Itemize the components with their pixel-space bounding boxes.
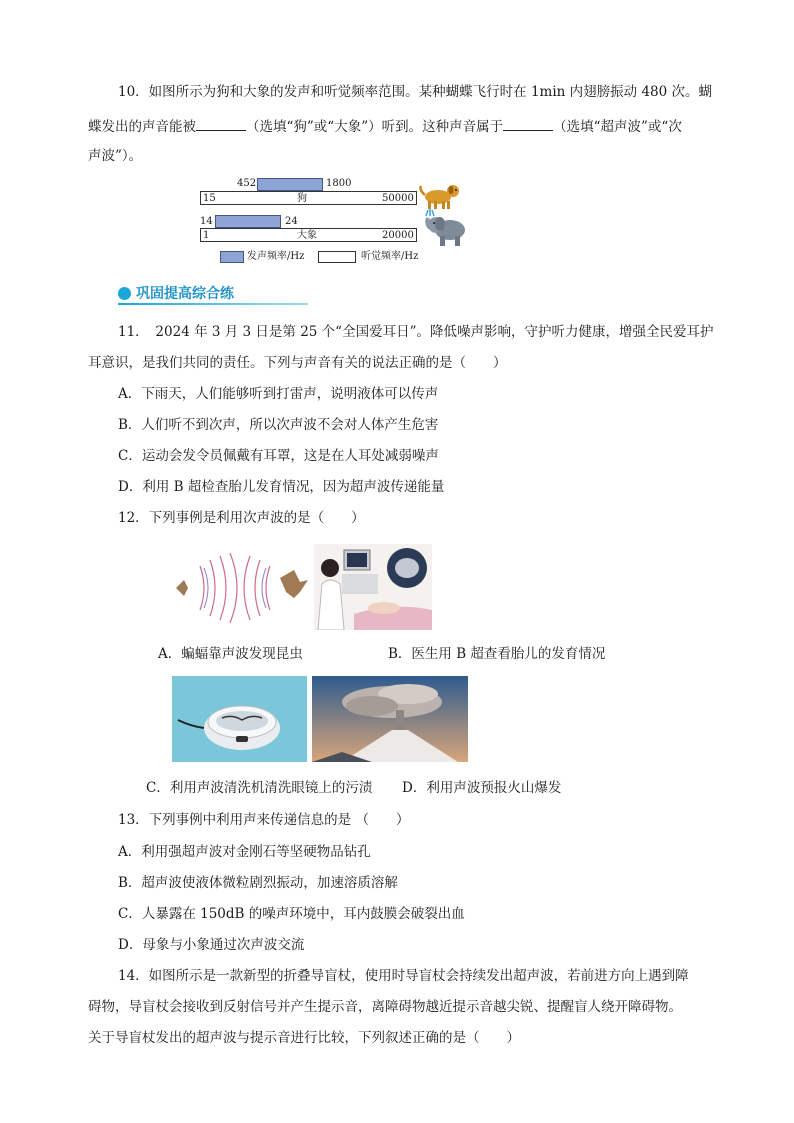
legend-hear-label: 听觉频率/Hz: [361, 251, 419, 262]
dog-hear-high: 50000: [382, 193, 414, 204]
legend-hear-swatch: [318, 251, 356, 263]
elephant-label: 大象: [297, 230, 317, 241]
elephant-hear-high: 20000: [382, 230, 414, 241]
q12-stem: 12．下列事例是利用次声波的是（ ）: [118, 510, 365, 526]
q12-option-a[interactable]: A．蝙蝠靠声波发现昆虫: [158, 646, 303, 662]
volcano-eruption-image: [312, 676, 468, 762]
legend-emit-label: 发声频率/Hz: [247, 251, 305, 262]
ultrasonic-cleaner-image: [172, 676, 307, 762]
dog-emit-low: 452: [237, 178, 257, 189]
q14-line3: 关于导盲杖发出的超声波与提示音进行比较，下列叙述正确的是（ ）: [88, 1030, 520, 1046]
q11-option-d[interactable]: D．利用 B 超检查胎儿发育情况，因为超声波传递能量: [118, 479, 445, 495]
frequency-range-figure: [200, 176, 475, 268]
elephant-icon: [420, 208, 468, 248]
dog-hear-low: 15: [203, 193, 216, 204]
q12-option-c[interactable]: C．利用声波清洗机清洗眼镜上的污渍: [146, 780, 373, 796]
q13-option-b[interactable]: B．超声波使液体微粒剧烈振动，加速溶质溶解: [118, 875, 398, 891]
q13-option-d[interactable]: D．母象与小象通过次声波交流: [118, 937, 305, 953]
section-bullet-icon: [118, 287, 131, 300]
q10-line2: [88, 116, 682, 137]
q11-stem-line1: 11． 2024 年 3 月 3 日是第 25 个“全国爱耳日”。降低噪声影响，守护听力健康，增强全民爱耳护: [118, 324, 714, 340]
q12-option-d[interactable]: D．利用声波预报火山爆发: [402, 780, 562, 796]
q10-line2-b: （选填“狗”或“大象”）听到。这种声音属于: [246, 119, 504, 135]
q11-option-a[interactable]: A．下雨天，人们能够听到打雷声，说明液体可以传声: [118, 386, 439, 402]
q10-line2-a: 蝶发出的声音能被: [88, 119, 196, 135]
q11-stem-line2: 耳意识，是我们共同的责任。下列与声音有关的说法正确的是（ ）: [88, 355, 507, 371]
elephant-emit-high: 24: [285, 216, 298, 227]
dog-emit-bar: [257, 178, 323, 191]
q10-line2-c: （选填“超声波”或“次: [553, 119, 682, 135]
q11-option-c[interactable]: C．运动会发令员佩戴有耳罩，这是在人耳处减弱噪声: [118, 448, 439, 464]
elephant-hear-low: 1: [203, 230, 210, 241]
legend-emit-swatch: [220, 251, 244, 263]
dog-label: 狗: [297, 193, 307, 204]
section-title: 巩固提高综合练: [136, 286, 234, 302]
q10-blank-1[interactable]: [196, 116, 246, 131]
q10-line3: 声波”）。: [88, 148, 143, 164]
q14-line2: 碍物，导盲杖会接收到反射信号并产生提示音，离障碍物越近提示音越尖锐、提醒盲人绕开障碍物。: [88, 999, 682, 1015]
elephant-emit-low: 14: [200, 216, 213, 227]
elephant-emit-bar: [215, 215, 281, 228]
section-underline: [118, 303, 308, 305]
q13-stem: 13．下列事例中利用声来传递信息的是 （ ）: [118, 812, 410, 828]
q13-option-c[interactable]: C．人暴露在 150dB 的噪声环境中，耳内鼓膜会破裂出血: [118, 906, 465, 922]
ultrasound-exam-image: [314, 544, 432, 630]
q12-option-b[interactable]: B．医生用 B 超查看胎儿的发育情况: [388, 646, 606, 662]
bat-echolocation-image: [170, 548, 310, 626]
q10-line1: 10．如图所示为狗和大象的发声和听觉频率范围。某种蝴蝶飞行时在 1min 内翅膀振动 480 次。蝴: [118, 84, 713, 100]
q13-option-a[interactable]: A．利用强超声波对金刚石等坚硬物品钻孔: [118, 844, 371, 860]
q14-line1: 14．如图所示是一款新型的折叠导盲杖，使用时导盲杖会持续发出超声波，若前进方向上遇到障: [118, 968, 689, 984]
q10-blank-2[interactable]: [503, 116, 553, 131]
dog-icon: [418, 182, 462, 210]
dog-emit-high: 1800: [326, 178, 352, 189]
q11-option-b[interactable]: B．人们听不到次声，所以次声波不会对人体产生危害: [118, 417, 439, 433]
